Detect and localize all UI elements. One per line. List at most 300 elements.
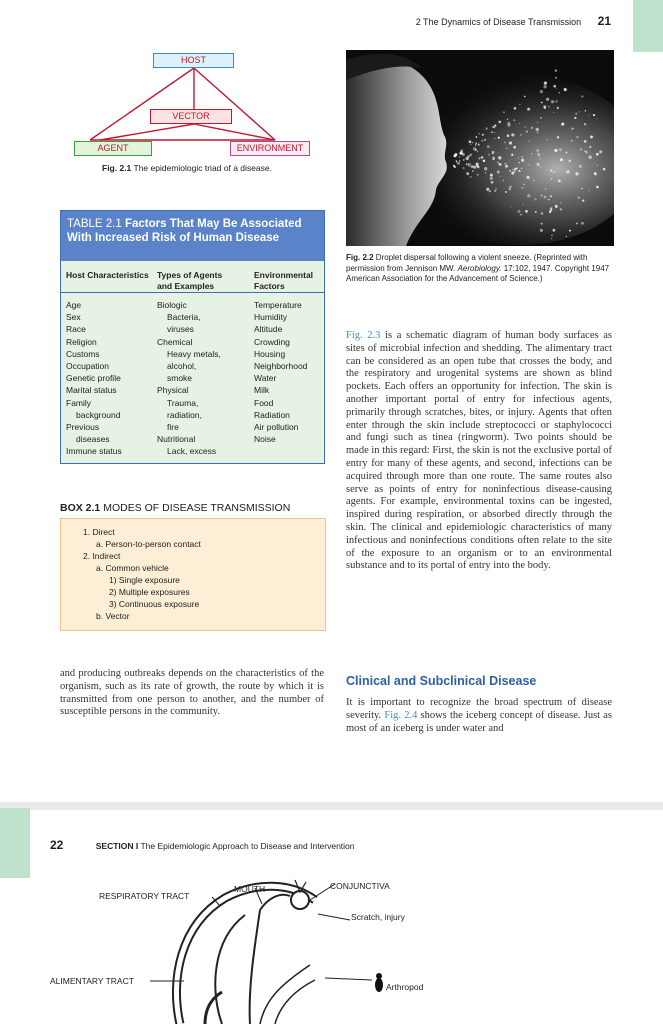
droplet bbox=[588, 115, 589, 116]
page22-section-title: The Epidemiologic Approach to Disease and Intervention bbox=[140, 841, 355, 851]
droplet bbox=[521, 134, 522, 135]
droplet bbox=[476, 164, 479, 167]
droplet bbox=[536, 128, 539, 131]
droplet bbox=[503, 111, 505, 113]
table21-cell: viruses bbox=[167, 324, 194, 335]
droplet bbox=[537, 132, 538, 133]
droplet bbox=[561, 123, 564, 126]
droplet bbox=[536, 149, 539, 152]
droplet bbox=[463, 167, 465, 169]
droplet bbox=[478, 157, 480, 159]
droplet bbox=[499, 163, 502, 166]
droplet bbox=[491, 181, 494, 184]
droplet bbox=[494, 190, 496, 192]
table21-cell: Physical bbox=[157, 385, 189, 396]
arthropod-icon bbox=[372, 972, 386, 994]
droplet bbox=[541, 102, 543, 104]
droplet bbox=[507, 134, 510, 137]
table21-header-agents: Types of Agents and Examples bbox=[157, 270, 223, 291]
droplet bbox=[547, 139, 548, 140]
droplet bbox=[511, 133, 514, 136]
droplet bbox=[599, 150, 602, 153]
box21-line: 2) Multiple exposures bbox=[109, 587, 190, 597]
droplet bbox=[531, 153, 532, 154]
triad-agent-box: AGENT bbox=[74, 141, 152, 156]
droplet bbox=[571, 140, 573, 142]
droplet bbox=[472, 142, 473, 143]
droplet bbox=[544, 106, 546, 108]
table21-cell: smoke bbox=[167, 373, 193, 384]
scratch-pointer bbox=[318, 914, 350, 920]
mouth-opening bbox=[260, 895, 290, 910]
droplet bbox=[569, 230, 571, 232]
box21-line: 2. Indirect bbox=[83, 551, 121, 561]
droplet bbox=[541, 195, 542, 196]
droplet bbox=[537, 153, 538, 154]
clinical-heading: Clinical and Subclinical Disease bbox=[346, 674, 537, 688]
droplet bbox=[466, 164, 467, 165]
table21-header-environment: Environmental Factors bbox=[254, 270, 314, 291]
droplet bbox=[572, 128, 574, 130]
droplet bbox=[511, 154, 513, 156]
table21-cell: background bbox=[76, 409, 121, 420]
droplet bbox=[469, 140, 472, 143]
fig22-caption bbox=[346, 253, 612, 285]
droplet bbox=[509, 141, 512, 144]
droplet bbox=[475, 149, 477, 151]
table21-cell: Humidity bbox=[254, 312, 288, 323]
droplet bbox=[522, 204, 523, 205]
droplet bbox=[518, 170, 520, 172]
droplet bbox=[548, 106, 550, 108]
droplet bbox=[510, 206, 511, 207]
droplet bbox=[581, 222, 584, 225]
droplet bbox=[596, 186, 599, 189]
droplet bbox=[505, 165, 508, 168]
droplet bbox=[512, 169, 513, 170]
triad-vector-box: VECTOR bbox=[150, 109, 232, 124]
droplet bbox=[551, 100, 554, 103]
droplet bbox=[520, 214, 522, 216]
fig22-caption-label: Fig. 2.2 bbox=[346, 253, 374, 262]
droplet bbox=[560, 208, 562, 210]
table21-cell: Altitude bbox=[254, 324, 283, 335]
table21-cell: Neighborhood bbox=[254, 361, 308, 372]
droplet bbox=[537, 163, 540, 166]
droplet bbox=[555, 69, 558, 72]
droplet bbox=[539, 158, 540, 159]
droplet bbox=[518, 157, 519, 158]
droplet bbox=[472, 170, 473, 171]
droplet bbox=[459, 153, 460, 154]
box21-line: 1) Single exposure bbox=[109, 575, 180, 585]
droplet bbox=[584, 123, 586, 125]
table21-cell: Milk bbox=[254, 385, 270, 396]
droplet bbox=[554, 149, 557, 152]
droplet bbox=[468, 164, 471, 167]
fig24-link[interactable]: Fig. 2.4 bbox=[384, 709, 418, 721]
droplet bbox=[589, 156, 592, 159]
droplet bbox=[497, 171, 500, 174]
table21-cell: Customs bbox=[66, 348, 100, 359]
table21-cell: Previous bbox=[66, 422, 100, 433]
droplet bbox=[584, 140, 587, 143]
triad-host-box: HOST bbox=[153, 53, 234, 68]
droplet bbox=[471, 165, 474, 168]
box-2-1 bbox=[60, 518, 326, 631]
droplet bbox=[579, 111, 580, 112]
droplet bbox=[454, 166, 456, 168]
triad-line-vector-agent bbox=[100, 124, 194, 140]
droplet bbox=[546, 98, 549, 101]
droplet bbox=[513, 119, 515, 121]
table21-header-host: Host Characteristics bbox=[66, 270, 149, 280]
page-tab-marker-left bbox=[0, 808, 30, 878]
droplet bbox=[551, 234, 553, 236]
droplet bbox=[588, 190, 589, 191]
droplet bbox=[463, 159, 465, 161]
box21-line: a. Person-to-person contact bbox=[96, 539, 201, 549]
droplet bbox=[533, 180, 535, 182]
droplet bbox=[524, 126, 526, 128]
table21-cell: fire bbox=[167, 422, 179, 433]
droplet bbox=[582, 199, 584, 201]
table21-cell: Age bbox=[66, 300, 82, 310]
droplet bbox=[498, 137, 500, 139]
table21-cell: Bacteria, bbox=[167, 312, 201, 323]
droplet bbox=[575, 113, 577, 115]
droplet bbox=[541, 212, 544, 215]
box21-number: BOX 2.1 bbox=[60, 502, 101, 514]
droplet bbox=[575, 172, 578, 175]
droplet bbox=[479, 133, 480, 134]
table21-cell: Religion bbox=[66, 336, 97, 347]
droplet bbox=[574, 117, 576, 119]
droplet bbox=[581, 188, 583, 190]
droplet bbox=[593, 114, 595, 116]
droplet bbox=[459, 156, 460, 157]
label-alimentary-tract: ALIMENTARY TRACT bbox=[50, 976, 134, 986]
table21-title-bar bbox=[61, 211, 324, 261]
droplet bbox=[507, 119, 508, 120]
droplet bbox=[466, 172, 469, 175]
droplet bbox=[597, 165, 598, 166]
droplet bbox=[594, 172, 597, 175]
droplet bbox=[557, 136, 559, 138]
table21-header-row bbox=[61, 266, 324, 293]
droplet bbox=[509, 170, 511, 172]
droplet bbox=[526, 176, 529, 179]
droplet bbox=[576, 222, 578, 224]
droplet bbox=[513, 146, 516, 149]
droplet bbox=[504, 142, 506, 144]
table21-cell: Air pollution bbox=[254, 422, 299, 433]
droplet bbox=[535, 211, 537, 213]
page22-header bbox=[50, 838, 355, 852]
droplet bbox=[524, 96, 526, 98]
right-paragraph bbox=[346, 330, 612, 573]
droplet bbox=[579, 165, 582, 168]
droplet bbox=[534, 198, 536, 200]
droplet bbox=[556, 88, 557, 89]
table21-cell: Lack, excess bbox=[167, 446, 217, 457]
label-conjunctiva: CONJUNCTIVA bbox=[330, 881, 390, 891]
box21-line: b. Vector bbox=[96, 611, 130, 621]
table21-cell: Chemical bbox=[157, 336, 193, 347]
droplet bbox=[551, 238, 553, 240]
table21-cell: Nutritional bbox=[157, 434, 196, 445]
droplet bbox=[525, 210, 528, 213]
droplet bbox=[585, 110, 587, 112]
droplet bbox=[460, 149, 463, 152]
table21-title: Factors That May Be Associated With Increased Risk of Human Disease bbox=[67, 218, 302, 244]
label-arthropod: Arthropod bbox=[386, 982, 424, 992]
droplet bbox=[494, 125, 496, 127]
droplet bbox=[527, 108, 530, 111]
droplet bbox=[462, 153, 465, 156]
page22-number: 22 bbox=[50, 838, 64, 852]
droplet bbox=[545, 188, 547, 190]
fig22-caption-end: 17:102, 1947. Copyright 1947 American Association for the Advancement of Science.) bbox=[346, 263, 610, 283]
droplet bbox=[523, 184, 525, 186]
droplet bbox=[531, 127, 533, 129]
droplet bbox=[475, 144, 477, 146]
droplet bbox=[507, 122, 510, 125]
fig22-caption-journal: Aerobiology. bbox=[457, 263, 502, 273]
droplet bbox=[481, 156, 483, 158]
droplet bbox=[550, 195, 552, 197]
chapter-title: 2 The Dynamics of Disease Transmission bbox=[415, 17, 582, 27]
droplet bbox=[555, 77, 557, 79]
table21-cell: Water bbox=[254, 373, 277, 384]
droplet bbox=[597, 118, 598, 119]
conjunctiva-circle bbox=[291, 891, 309, 909]
droplet bbox=[506, 148, 507, 149]
fig23-link[interactable]: Fig. 2.3 bbox=[346, 330, 381, 341]
droplet bbox=[560, 202, 561, 203]
droplet bbox=[457, 162, 460, 165]
droplet bbox=[541, 223, 543, 225]
table21-cell: alcohol, bbox=[167, 361, 197, 372]
table21-cell: Radiation bbox=[254, 409, 290, 420]
droplet bbox=[485, 172, 486, 173]
droplet bbox=[528, 164, 530, 166]
table21-cell: Noise bbox=[254, 434, 276, 445]
table21-cell: Family bbox=[66, 397, 92, 408]
droplet bbox=[492, 126, 494, 128]
droplet bbox=[478, 143, 480, 145]
droplet bbox=[470, 153, 473, 156]
droplet bbox=[497, 161, 499, 163]
droplet bbox=[603, 168, 606, 171]
fig21-caption-text: The epidemiologic triad of a disease. bbox=[133, 163, 272, 173]
table21-cell: radiation, bbox=[167, 409, 202, 420]
droplet bbox=[508, 188, 511, 191]
table-2-1 bbox=[60, 210, 325, 464]
table21-number: TABLE 2.1 bbox=[67, 218, 122, 230]
droplet bbox=[490, 177, 493, 180]
droplet bbox=[544, 82, 547, 85]
droplet bbox=[520, 134, 521, 135]
droplet bbox=[566, 152, 568, 154]
droplet bbox=[470, 163, 471, 164]
droplet bbox=[484, 139, 486, 141]
table21-cell: Heavy metals, bbox=[167, 348, 221, 359]
droplet bbox=[566, 236, 567, 237]
droplet bbox=[456, 160, 458, 162]
droplet bbox=[514, 168, 517, 171]
page-divider bbox=[0, 802, 663, 810]
droplet bbox=[519, 123, 520, 124]
triad-line-host-agent bbox=[90, 68, 194, 140]
box21-line: a. Common vehicle bbox=[96, 563, 169, 573]
droplet bbox=[467, 155, 469, 157]
droplet bbox=[580, 148, 582, 150]
droplet bbox=[556, 206, 558, 208]
droplet bbox=[502, 180, 504, 182]
blood-vessel-arrow bbox=[260, 965, 310, 1024]
box21-title bbox=[60, 502, 290, 514]
droplet bbox=[548, 199, 549, 200]
table21-cell: Race bbox=[66, 324, 86, 335]
droplet bbox=[484, 167, 487, 170]
page22-section: SECTION I bbox=[95, 841, 139, 851]
droplet bbox=[512, 170, 515, 173]
droplet bbox=[559, 148, 562, 151]
droplet bbox=[477, 174, 479, 176]
label-respiratory-tract: RESPIRATORY TRACT bbox=[99, 891, 190, 901]
table21-host-column bbox=[66, 299, 122, 458]
droplet bbox=[498, 121, 501, 124]
droplet bbox=[519, 162, 520, 163]
triad-line-vector-environment bbox=[194, 124, 275, 140]
droplet bbox=[481, 140, 483, 142]
droplet bbox=[510, 186, 512, 188]
droplet bbox=[500, 176, 501, 177]
table21-environment-column bbox=[254, 299, 307, 445]
triad-environment-box: ENVIRONMENT bbox=[230, 141, 310, 156]
table21-cell: Genetic profile bbox=[66, 373, 121, 384]
droplet bbox=[537, 122, 538, 123]
droplet bbox=[529, 141, 530, 142]
table21-cell: Trauma, bbox=[167, 397, 199, 408]
droplet bbox=[553, 85, 556, 88]
table21-cell: Food bbox=[254, 397, 274, 408]
table21-cell: Housing bbox=[254, 348, 286, 359]
droplet bbox=[557, 107, 559, 109]
droplet bbox=[578, 197, 580, 199]
clinical-text-before: It is important to recognize the broad spectrum of disease severity. bbox=[346, 697, 612, 721]
droplet bbox=[596, 153, 599, 156]
clinical-text-after: shows the iceberg concept of disease. Just as most of an iceberg is under water and bbox=[346, 709, 613, 734]
droplet bbox=[486, 188, 489, 191]
droplet bbox=[494, 132, 495, 133]
droplet bbox=[485, 127, 487, 129]
droplet bbox=[489, 190, 491, 192]
droplet bbox=[558, 179, 561, 182]
droplet bbox=[569, 160, 571, 162]
droplet bbox=[521, 159, 524, 162]
droplet bbox=[581, 95, 583, 97]
droplet bbox=[459, 160, 461, 162]
droplet bbox=[494, 138, 495, 139]
table21-agents-column bbox=[157, 299, 221, 458]
droplet bbox=[540, 229, 543, 232]
droplet bbox=[488, 154, 490, 156]
droplet bbox=[522, 187, 524, 189]
droplet bbox=[495, 188, 497, 190]
droplet bbox=[498, 156, 501, 159]
droplet bbox=[553, 112, 554, 113]
box21-line: 3) Continuous exposure bbox=[109, 599, 200, 609]
fig22-caption-text: Droplet dispersal following a violent sneeze. (Reprinted with permission from Jennison MW. bbox=[346, 253, 588, 273]
droplet bbox=[487, 145, 490, 148]
droplet bbox=[550, 170, 552, 172]
droplet bbox=[490, 174, 493, 177]
droplet bbox=[550, 209, 553, 212]
droplet bbox=[576, 136, 578, 138]
table21-cell: Biologic bbox=[157, 300, 187, 310]
droplet bbox=[543, 85, 546, 88]
droplet bbox=[475, 142, 477, 144]
droplet bbox=[540, 117, 542, 119]
droplet bbox=[544, 196, 547, 199]
droplet bbox=[505, 191, 507, 193]
box21-line: 1. Direct bbox=[83, 527, 115, 537]
droplet bbox=[482, 134, 484, 136]
droplet bbox=[551, 178, 552, 179]
table21-cell: Crowding bbox=[254, 336, 290, 347]
droplet bbox=[492, 151, 494, 153]
droplet bbox=[483, 160, 486, 163]
box21-title-text: MODES OF DISEASE TRANSMISSION bbox=[103, 502, 291, 514]
droplet bbox=[492, 156, 495, 159]
droplet bbox=[527, 194, 530, 197]
droplet bbox=[590, 136, 593, 139]
droplet bbox=[540, 90, 543, 93]
fig21-caption-label: Fig. 2.1 bbox=[102, 163, 132, 173]
droplet bbox=[519, 104, 520, 105]
droplet bbox=[589, 146, 591, 148]
fig21-caption bbox=[102, 163, 272, 173]
droplet bbox=[455, 153, 456, 154]
droplet bbox=[491, 131, 493, 133]
droplet bbox=[476, 136, 478, 138]
droplet bbox=[566, 170, 569, 173]
droplet bbox=[584, 150, 586, 152]
droplet bbox=[564, 88, 567, 91]
droplet bbox=[505, 163, 506, 164]
droplet bbox=[553, 229, 556, 232]
table21-cell: diseases bbox=[76, 434, 110, 445]
droplet bbox=[559, 92, 561, 94]
droplet bbox=[470, 176, 472, 178]
page-tab-marker bbox=[633, 0, 663, 52]
table21-cell: Temperature bbox=[254, 300, 302, 310]
alimentary-tube bbox=[250, 910, 260, 1024]
running-header bbox=[416, 14, 611, 28]
triad-line-host-environment bbox=[194, 68, 275, 140]
droplet bbox=[473, 166, 476, 169]
clinical-paragraph bbox=[346, 697, 612, 735]
droplet bbox=[555, 100, 558, 103]
left-paragraph: and producing outbreaks depends on the characteristics of the organism, such as its rate of growth, the route by which it is transmitted from one person to another, and the number of susceptible persons in the community. bbox=[60, 668, 324, 718]
droplet bbox=[553, 171, 555, 173]
droplet bbox=[477, 151, 478, 152]
table21-cell: Sex bbox=[66, 312, 81, 323]
droplet bbox=[514, 107, 517, 110]
droplet bbox=[540, 166, 541, 167]
